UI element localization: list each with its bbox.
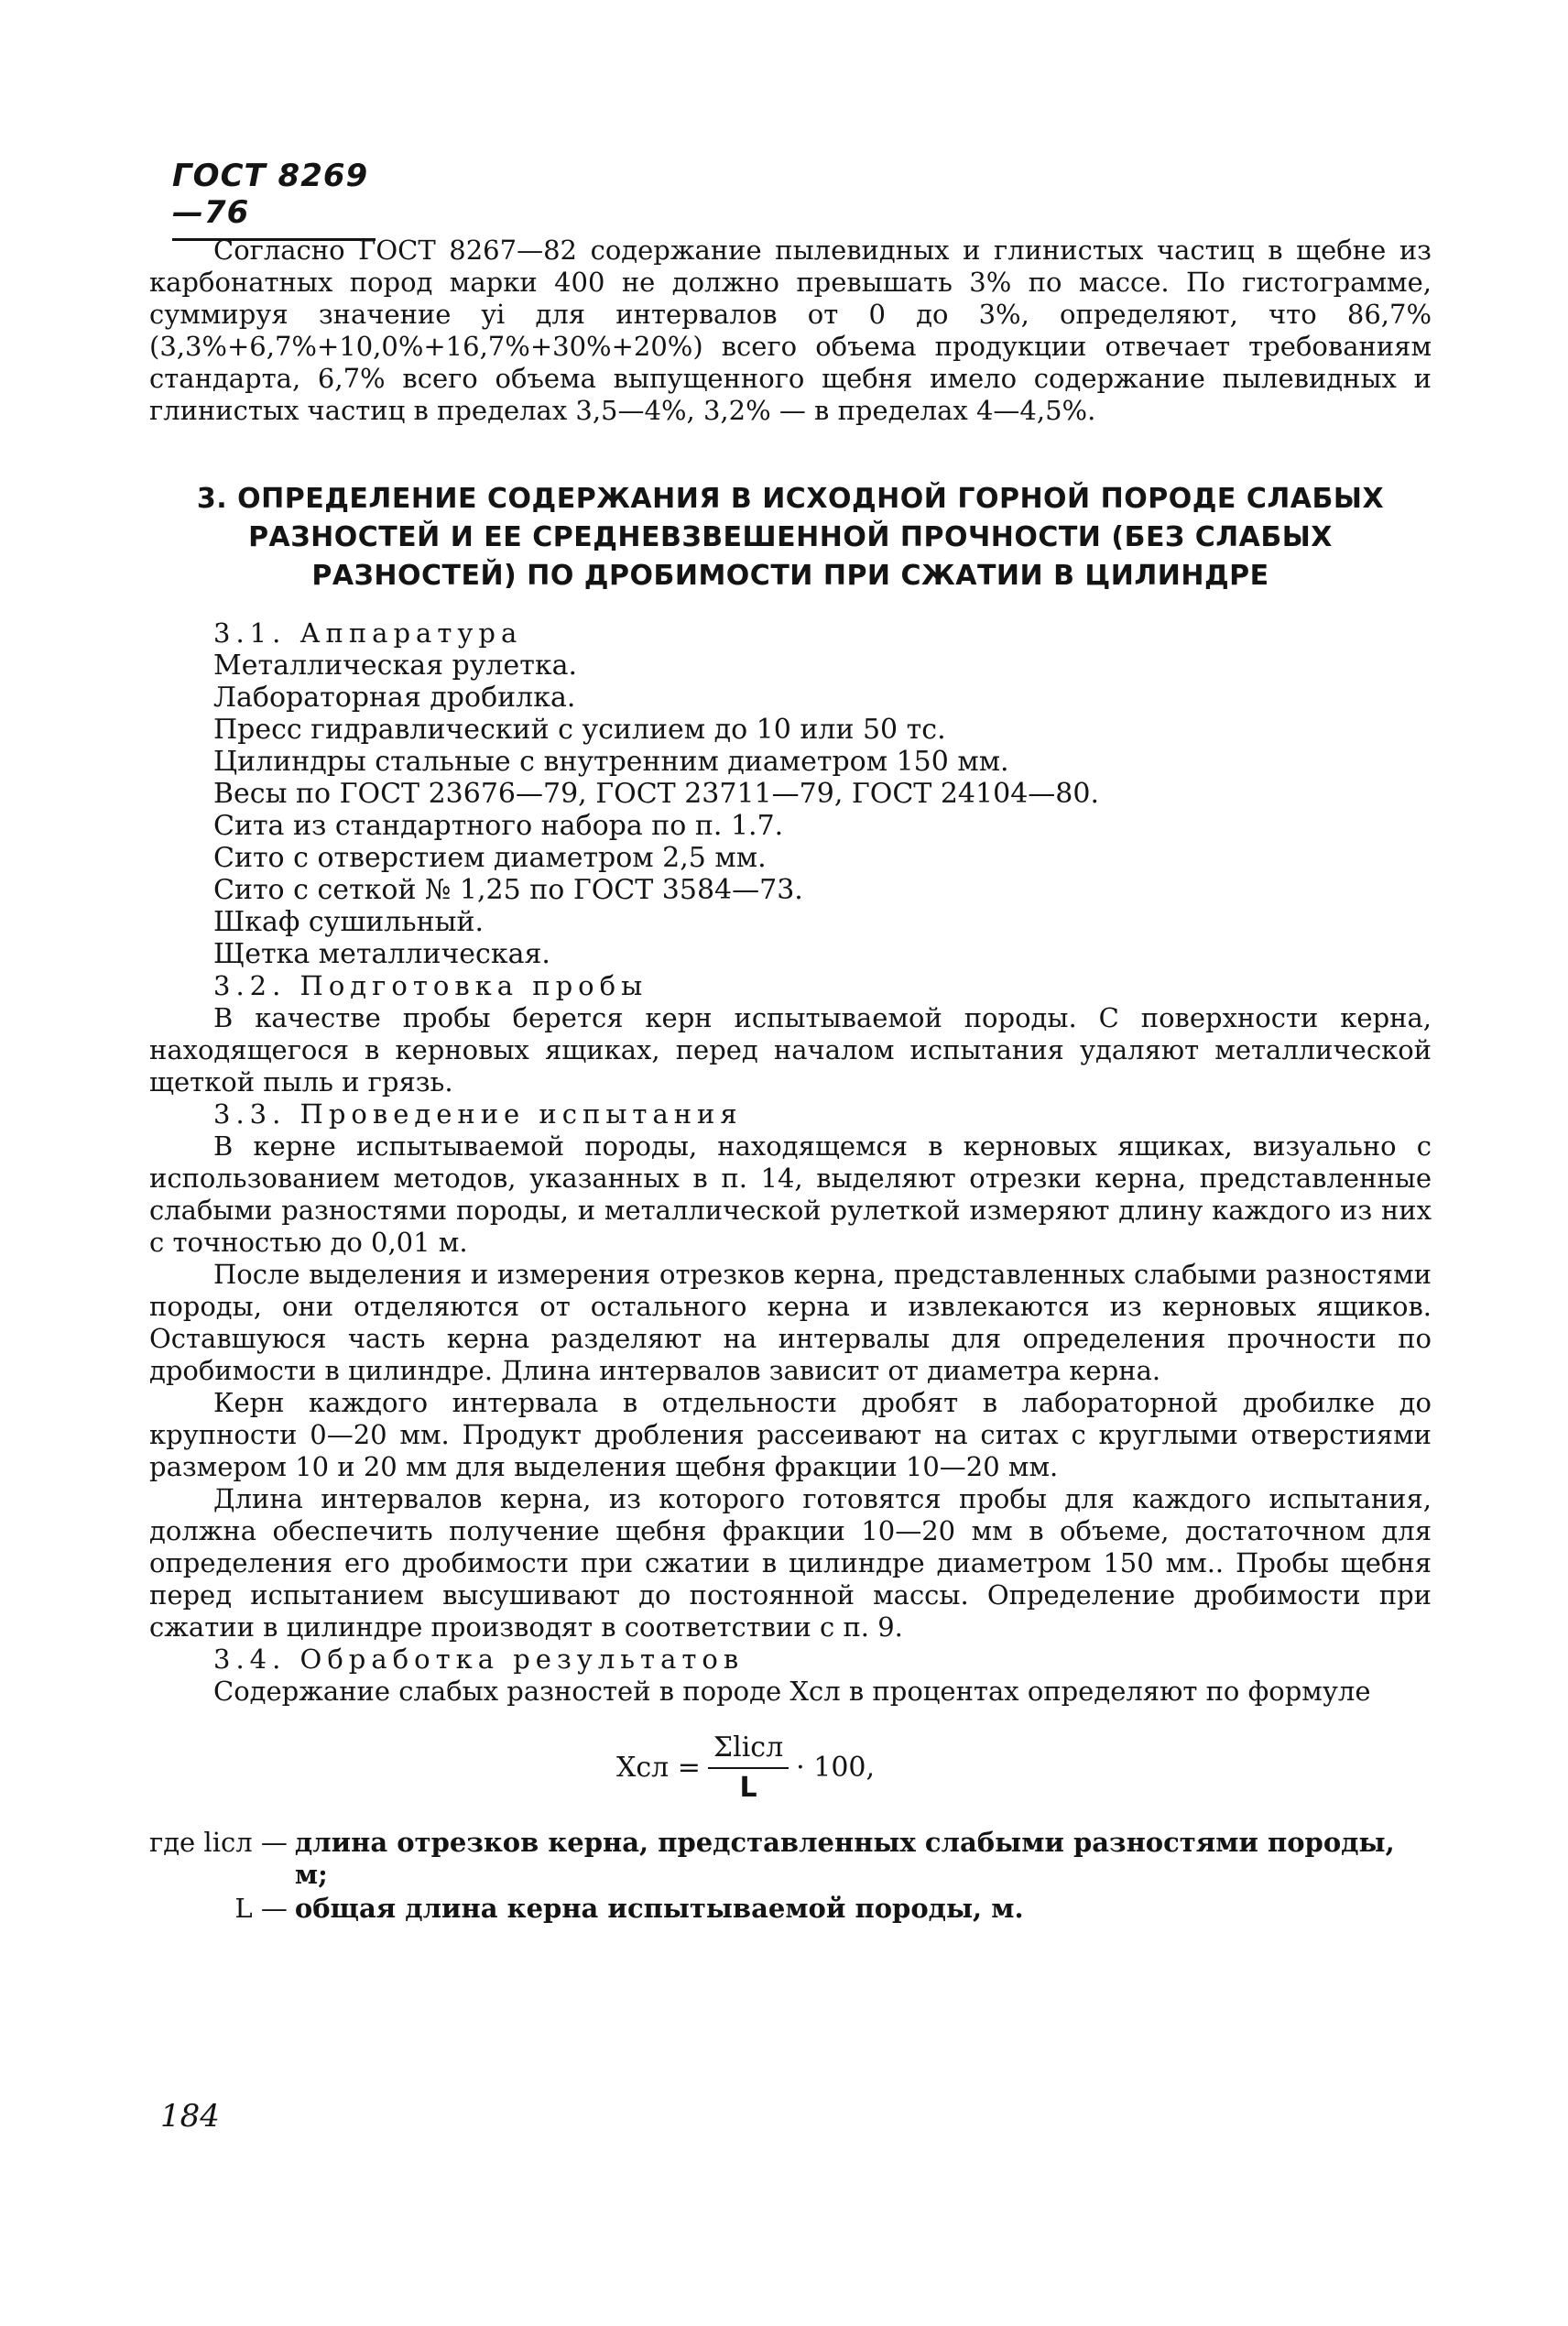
intro-paragraph: Согласно ГОСТ 8267—82 содержание пылевидных и глинистых частиц в щебне из карбонатных пород марки 400 не должно превышать 3% по массе. По гистограмме, суммируя значение yi для интервалов от 0 до 3%, определяют, что 86,7% (3,3%+6,7%+10,0%+16,7%+30%+20%) всего объема продукции отвечает требованиям стандарта, 6,7% всего объема выпущенного щебня имело содержание пылевидных и глинистых частиц в пределах 3,5—4%, 3,2% — в пределах 4—4,5%. [149,235,1432,426]
section-title: 3. ОПРЕДЕЛЕНИЕ СОДЕРЖАНИЯ В ИСХОДНОЙ ГОРНОЙ ПОРОДЕ СЛАБЫХ РАЗНОСТЕЙ И ЕЕ СРЕДНЕВЗВЕШЕННОЙ ПРОЧНОСТИ (БЕЗ СЛАБЫХ РАЗНОСТЕЙ) ПО ДРОБИМОСТИ ПРИ СЖАТИИ В ЦИЛИНДРЕ [196,483,1385,592]
sample-preparation-text: В качестве пробы берется керн испытываемой породы. С поверхности керна, находящегося в керновых ящиках, перед началом испытания удаляют металлической щеткой пыль и грязь. [149,1002,1432,1097]
equipment-item: Цилиндры стальные с внутренним диаметром 150 мм. [213,746,1009,778]
formula-rhs: · 100, [796,1752,876,1784]
page-number: 184 [160,2098,220,2135]
equipment-item: Пресс гидравлический с усилием до 10 или 50 тс. [213,714,946,746]
equipment-list [213,650,1432,970]
equipment-item: Металлическая рулетка. [213,650,577,682]
equipment-item: Щетка металлическая. [213,938,550,970]
equipment-item: Сита из стандартного набора по п. 1.7. [213,810,784,842]
procedure-paragraph: После выделения и измерения отрезков керна, представленных слабыми разностями породы, они отделяются от остального керна и извлекаются из керновых ящиков. Оставшуюся часть керна разделяют на интервалы для определения прочности по дробимости в цилиндре. Длина интервалов зависит от диаметра керна. [149,1259,1432,1386]
formula-denominator: L [739,1772,757,1804]
formula-legend [149,1827,1432,1925]
page-header [172,158,1427,241]
legend-key: L — [234,1893,288,1924]
equipment-item: Сито с сеткой № 1,25 по ГОСТ 3584—73. [213,874,803,906]
equipment-item: Лабораторная дробилка. [213,682,576,714]
procedure-paragraph: В керне испытываемой породы, находящемся в керновых ящиках, визуально с использованием методов, указанных в п. 14, выделяют отрезки керна, представленные слабыми разностями породы, и металлической рулеткой измеряют длину каждого из них с точностью до 0,01 м. [149,1130,1432,1258]
legend-description: общая длина керна испытываемой породы, м. [294,1893,1024,1924]
results-text: Содержание слабых разностей в породе Xсл в процентах определяют по формуле [213,1676,1371,1707]
subsection-3-3-title: 3.3. Проведение испытания [213,1098,743,1130]
formula-numerator: Σlicл [708,1731,789,1769]
equipment-item: Сито с отверстием диаметром 2,5 мм. [213,842,767,874]
subsection-3-1-title: 3.1. Аппаратура [213,617,523,649]
formula-fraction [708,1731,789,1806]
page-content [149,235,1432,1925]
formula-lhs: Xсл = [616,1752,701,1784]
equipment-item: Шкаф сушильный. [213,906,485,938]
subsection-3-2-title: 3.2. Подготовка пробы [213,970,648,1001]
equipment-item: Весы по ГОСТ 23676—79, ГОСТ 23711—79, ГОСТ 24104—80. [213,778,1099,810]
formula [149,1726,1432,1810]
legend-key: где licл — [149,1827,288,1858]
subsection-3-4-title: 3.4. Обработка результатов [213,1643,745,1675]
procedure-paragraph: Длина интервалов керна, из которого готовятся пробы для каждого испытания, должна обеспечить получение щебня фракции 10—20 мм в объеме, достаточном для определения его дробимости при сжатии в цилиндре диаметром 150 мм.. Пробы щебня перед испытанием высушивают до постоянной массы. Определение дробимости при сжатии в цилиндре производят в соответствии с п. 9. [149,1483,1432,1643]
procedure-paragraph: Керн каждого интервала в отдельности дробят в лабораторной дробилке до крупности 0—20 мм. Продукт дробления рассеивают на ситах с круглыми отверстиями размером 10 и 20 мм для выделения щебня фракции 10—20 мм. [149,1387,1432,1482]
legend-description: длина отрезков керна, представленных слабыми разностями породы, м; [294,1827,1395,1890]
document-code: ГОСТ 8269—76 [172,158,376,241]
